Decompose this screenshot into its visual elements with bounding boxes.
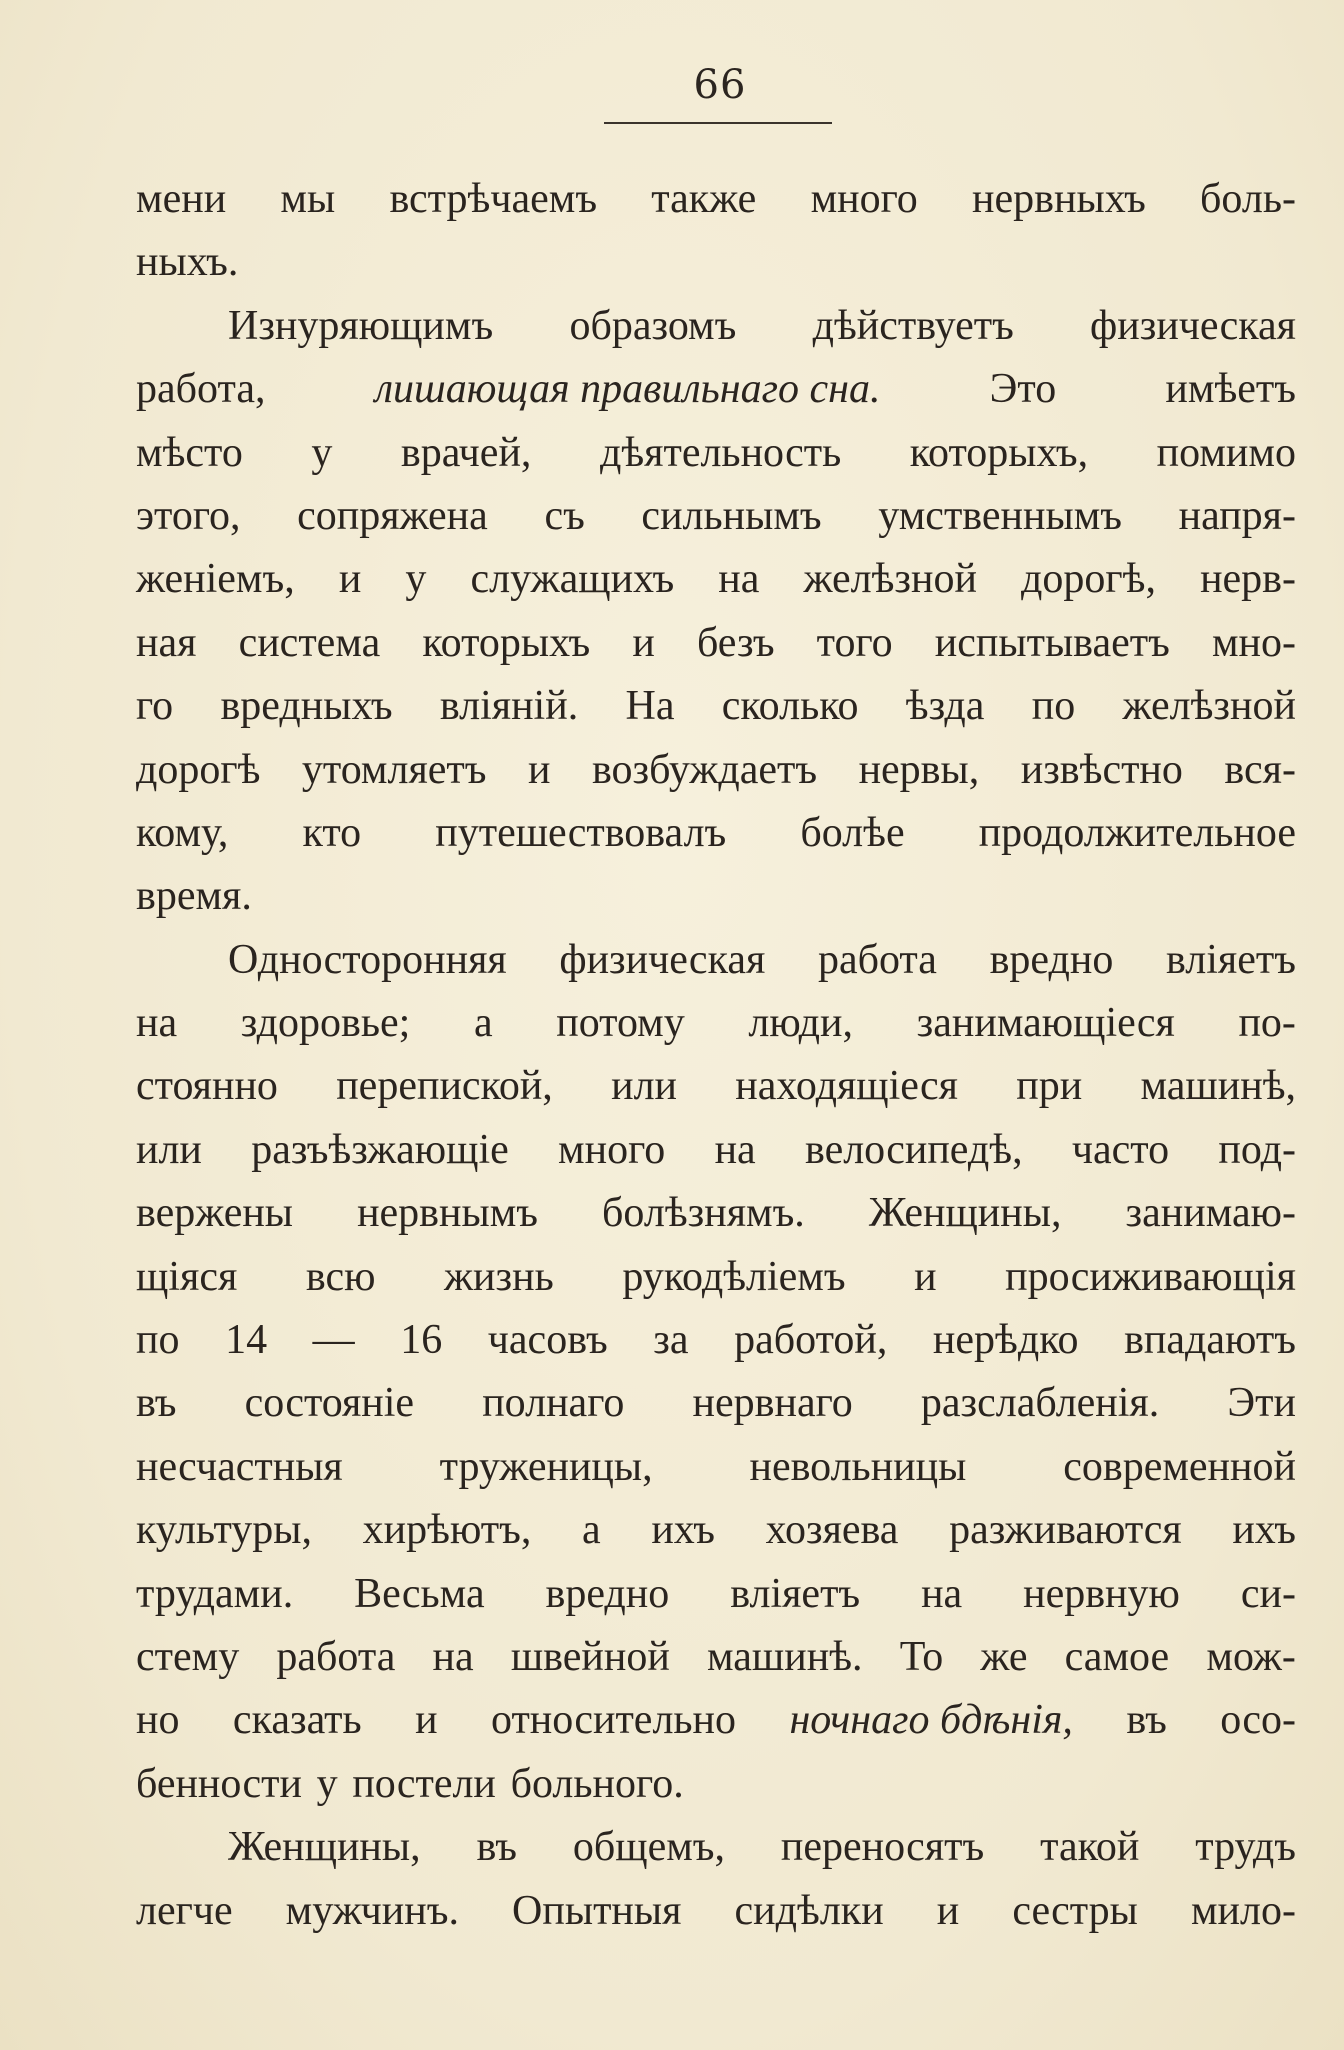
word: путешествовалъ [435, 809, 727, 856]
word: находящіеся [735, 1063, 958, 1110]
word: швейной [510, 1633, 670, 1680]
word: желѣзной [1122, 683, 1296, 730]
word: здоровье; [240, 1000, 411, 1047]
text-line [136, 422, 1296, 485]
text-line [136, 485, 1296, 548]
word: система [238, 619, 381, 666]
word: общемъ, [572, 1824, 726, 1871]
word: сестры [1012, 1887, 1138, 1934]
word: занимаю- [1125, 1190, 1296, 1237]
word: разъѣзжающіе [251, 1126, 509, 1173]
word: просиживающія [1005, 1253, 1296, 1300]
word: трудами. [136, 1570, 294, 1617]
word: въ [476, 1824, 518, 1871]
word: бенности [136, 1760, 302, 1807]
word: дорогѣ [136, 746, 261, 793]
word: нервы, [858, 746, 980, 793]
word: вліяетъ [730, 1570, 861, 1617]
word: ихъ [1232, 1507, 1296, 1554]
word: извѣстно [1020, 746, 1183, 793]
word: мы [280, 176, 336, 222]
word: у [405, 556, 427, 603]
word: боль- [1200, 176, 1296, 222]
word: занимающіеся [916, 1000, 1175, 1047]
word: современной [1063, 1443, 1296, 1490]
word: Опытныя [512, 1887, 682, 1934]
text-line [136, 865, 1296, 928]
text-line [136, 1372, 1296, 1435]
word: вредныхъ [220, 683, 393, 730]
word: Изнуряющимъ [228, 302, 494, 349]
word: и [936, 1887, 960, 1934]
word: напря- [1178, 492, 1296, 539]
text-line [136, 1880, 1296, 1943]
word: вліяній. [439, 683, 579, 730]
word: же [980, 1633, 1028, 1680]
word: мило- [1190, 1887, 1296, 1934]
word: 16 [400, 1317, 443, 1364]
word: полнаго [482, 1380, 625, 1427]
word: кто [302, 809, 362, 856]
word: дорогѣ, [1021, 556, 1156, 603]
word: часовъ [487, 1317, 608, 1364]
text-line [136, 1816, 1296, 1879]
word: нерв- [1200, 556, 1296, 603]
word: вліяетъ [1166, 936, 1296, 983]
word: впадаютъ [1124, 1317, 1296, 1364]
word: на [714, 1126, 756, 1173]
word: также [651, 176, 757, 222]
word: хозяева [765, 1507, 899, 1554]
word: этого, [136, 492, 241, 539]
text-line [136, 675, 1296, 738]
word: хирѣютъ, [362, 1507, 532, 1554]
word: рукодѣліемъ [622, 1253, 846, 1300]
word: возбуждаетъ [591, 746, 818, 793]
word: работа, [136, 366, 266, 413]
word: дѣйствуетъ [812, 302, 1014, 349]
text-line [136, 1753, 1296, 1816]
text-line [136, 168, 1296, 231]
word: а [473, 1000, 493, 1047]
word: го [136, 683, 174, 730]
word: нервнаго [692, 1380, 853, 1427]
word: на [921, 1570, 963, 1617]
word: Женщины, [228, 1824, 421, 1871]
word: трудъ [1195, 1824, 1296, 1871]
word: ныхъ. [136, 239, 239, 286]
word: умственнымъ [878, 492, 1122, 539]
word: у [316, 1760, 338, 1807]
word: на [432, 1633, 474, 1680]
word: въ [136, 1380, 177, 1427]
word: Это [989, 366, 1057, 413]
word: работа [276, 1633, 396, 1680]
word: время. [136, 873, 252, 920]
word: служащихъ [470, 556, 675, 603]
word: стоянно [136, 1063, 278, 1110]
word: на [718, 556, 760, 603]
word: невольницы [749, 1443, 967, 1490]
word: си- [1240, 1570, 1296, 1617]
text-line [136, 1246, 1296, 1309]
word: сопряжена [297, 492, 488, 539]
word: въ [1126, 1697, 1167, 1744]
word: безъ [696, 619, 775, 666]
word: ная [136, 619, 197, 666]
word: или [611, 1063, 678, 1110]
word: осо- [1220, 1697, 1296, 1744]
text-line [136, 612, 1296, 675]
word: физическая [1090, 302, 1296, 349]
word: работа [817, 936, 937, 983]
text-line [136, 1309, 1296, 1372]
word: люди, [748, 1000, 853, 1047]
word: состояніе [244, 1380, 415, 1427]
word: жизнь [444, 1253, 554, 1300]
word: работой, [734, 1317, 888, 1364]
word: самое [1064, 1633, 1170, 1680]
word: На [625, 683, 675, 730]
word: продолжительное [978, 809, 1296, 856]
word: стему [136, 1633, 240, 1680]
word: щіяся [136, 1253, 238, 1300]
word: у [311, 429, 333, 476]
word: при [1016, 1063, 1083, 1110]
word: Эти [1227, 1380, 1296, 1427]
word: всю [305, 1253, 376, 1300]
word: болѣе [800, 809, 905, 856]
word: образомъ [569, 302, 737, 349]
word: и [338, 556, 362, 603]
word: мени [136, 176, 227, 222]
word: вся- [1224, 746, 1296, 793]
word: культуры, [136, 1507, 312, 1554]
word: по- [1238, 1000, 1296, 1047]
word: переносятъ [780, 1824, 985, 1871]
text-line [136, 1119, 1296, 1182]
word: мож- [1206, 1633, 1296, 1680]
word: болѣзнямъ. [602, 1190, 805, 1237]
page-number: 66 [693, 62, 747, 108]
text-line [136, 548, 1296, 611]
word: кому, [136, 809, 229, 856]
text-line [136, 1626, 1296, 1689]
word: больного. [510, 1760, 684, 1807]
word: имѣетъ [1165, 366, 1296, 413]
word: легче [136, 1887, 233, 1934]
text-line [136, 1055, 1296, 1118]
text-line [136, 1499, 1296, 1562]
word: вредно [545, 1570, 670, 1617]
word: мѣсто [136, 429, 243, 476]
word: труженицы, [439, 1443, 653, 1490]
word: врачей, [400, 429, 532, 476]
word: съ [544, 492, 585, 539]
italic-phrase: ночнаго бдѣнія, [789, 1697, 1073, 1744]
word: на [136, 1000, 178, 1047]
word: ѣзда [905, 683, 985, 730]
word: нервныхъ [972, 176, 1146, 222]
word: Женщины, [868, 1190, 1062, 1237]
word: разживаются [949, 1507, 1182, 1554]
word: и [527, 746, 551, 793]
word: за [653, 1317, 689, 1364]
text-line [136, 739, 1296, 802]
word: сколько [721, 683, 859, 730]
word: по [136, 1317, 180, 1364]
word: которыхъ, [909, 429, 1089, 476]
word: — [312, 1317, 355, 1364]
word: нервную [1023, 1570, 1180, 1617]
word: и [914, 1253, 937, 1300]
text-line [136, 1182, 1296, 1245]
text-line [136, 929, 1296, 992]
word: утомляетъ [301, 746, 487, 793]
text-line [136, 358, 1296, 421]
text-line [136, 295, 1296, 358]
word: 14 [225, 1317, 268, 1364]
text-line [136, 1689, 1296, 1752]
word: вредно [989, 936, 1114, 983]
word: сказать [232, 1697, 362, 1744]
text-line [136, 1563, 1296, 1626]
word: машинѣ. [707, 1633, 863, 1680]
word: такой [1040, 1824, 1140, 1871]
word: постели [352, 1760, 496, 1807]
word: которыхъ [422, 619, 591, 666]
word: часто [1071, 1126, 1170, 1173]
word: или [136, 1126, 202, 1173]
word: под- [1218, 1126, 1296, 1173]
word: испытываетъ [934, 619, 1170, 666]
word: Односторонняя [228, 936, 507, 983]
text-line [136, 802, 1296, 865]
word: нервнымъ [357, 1190, 539, 1237]
word: много [558, 1126, 666, 1173]
word: мужчинъ. [285, 1887, 459, 1934]
word: встрѣчаемъ [389, 176, 598, 222]
word: относительно [491, 1697, 737, 1744]
body-text [136, 168, 1296, 1943]
word: велосипедѣ, [804, 1126, 1023, 1173]
text-line [136, 231, 1296, 294]
text-line [136, 1436, 1296, 1499]
word: женіемъ, [136, 556, 295, 603]
word: а [582, 1507, 601, 1554]
word: сильнымъ [641, 492, 822, 539]
word: сидѣлки [734, 1887, 884, 1934]
word: Весьма [354, 1570, 485, 1617]
text-line [136, 992, 1296, 1055]
italic-phrase: лишающая правильнаго сна. [374, 366, 881, 413]
word: физическая [559, 936, 766, 983]
word: вержены [136, 1190, 294, 1237]
word: и [632, 619, 655, 666]
word: желѣзной [803, 556, 977, 603]
word: по [1031, 683, 1076, 730]
word: много [810, 176, 918, 222]
word: потому [556, 1000, 685, 1047]
word: То [899, 1633, 944, 1680]
header-rule [604, 122, 832, 124]
word: помимо [1156, 429, 1296, 476]
word: того [816, 619, 893, 666]
word: перепиской, [336, 1063, 553, 1110]
word: дѣятельность [599, 429, 842, 476]
word: нерѣдко [932, 1317, 1079, 1364]
word: ихъ [651, 1507, 715, 1554]
word: несчастныя [136, 1443, 343, 1490]
word: разслабленія. [920, 1380, 1160, 1427]
word: мно- [1211, 619, 1296, 666]
word: и [415, 1697, 438, 1744]
word: но [136, 1697, 180, 1744]
word: машинѣ, [1140, 1063, 1296, 1110]
